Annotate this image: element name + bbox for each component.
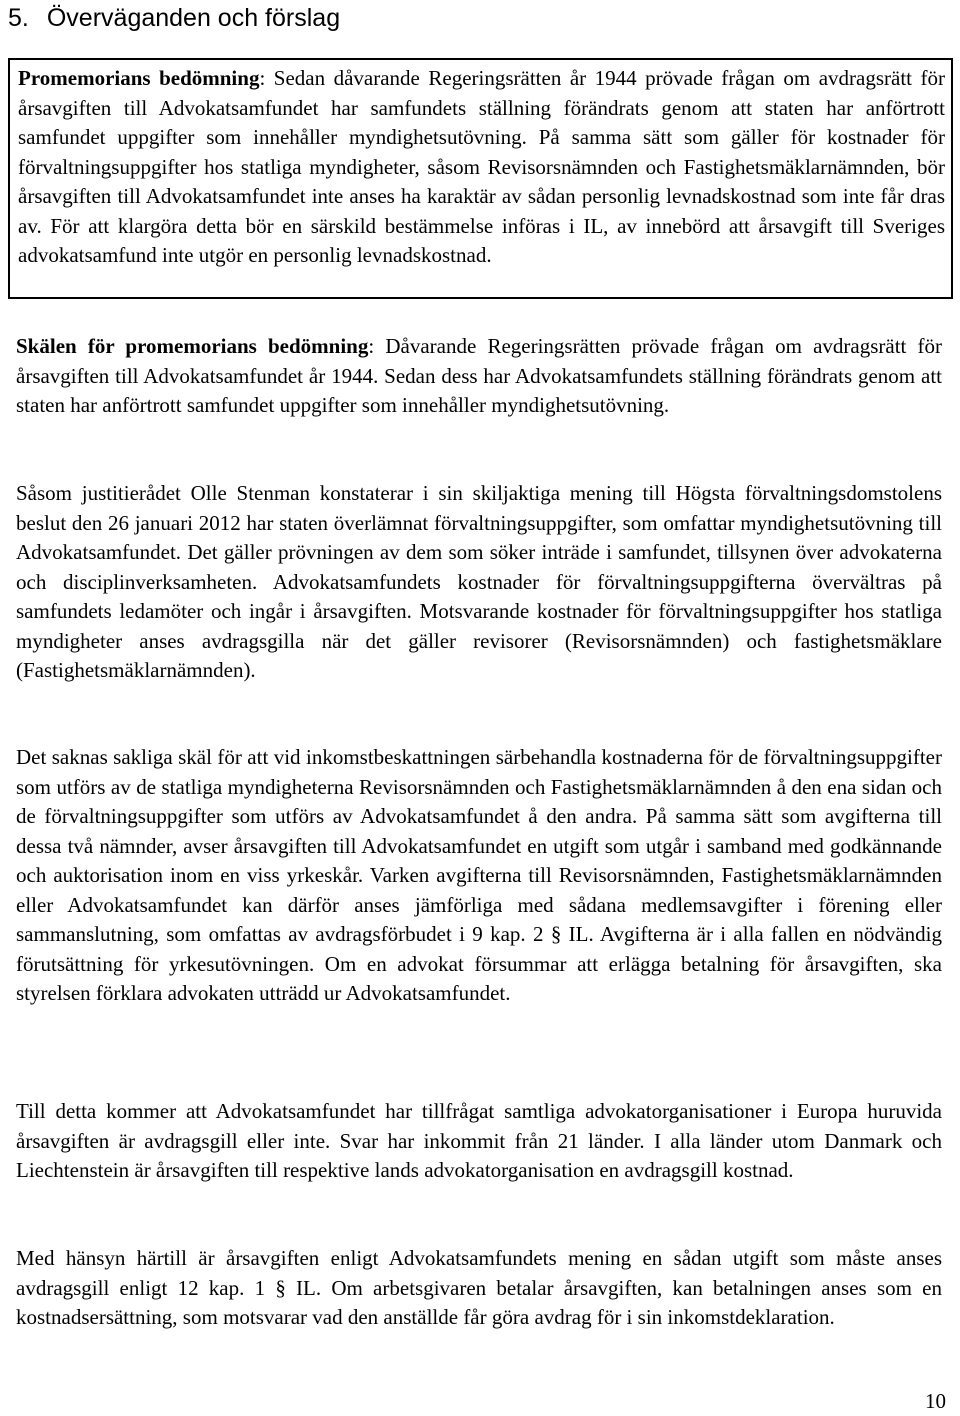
section-title: Överväganden och förslag (46, 4, 341, 32)
reasons-paragraph (16, 332, 942, 421)
section-number: 5. (8, 4, 29, 32)
reasons-body: : Dåvarande Regeringsrätten prövade frågan om avdragsrätt för årsavgiften till Advokatsamfundet år 1944. Sedan dess har Advokatsamfundets ställning förändrats genom att staten har anförtrott samfundet uppgifter som innehåller myndighetsutövning. (16, 334, 942, 417)
section-heading (8, 2, 340, 34)
promemoria-assessment-body: : Sedan dåvarande Regeringsrätten år 1944 prövade frågan om avdragsrätt för årsavgiften till Advokatsamfundet har samfundets ställning förändrats genom att staten har anförtrott samfundet uppgifter som innehåller myndighetsutövning. På samma sätt som gäller för kostnader för förvaltningsuppgifter hos statliga myndigheter, såsom Revisorsnämnden och Fastighetsmäklarnämnden, bör årsavgiften till Advokatsamfundet inte anses ha karaktär av sådan personlig levnadskostnad som inte får dras av. För att klargöra detta bör en särskild bestämmelse införas i IL, av innebörd att årsavgift till Sveriges advokatsamfund inte utgör en personlig levnadskostnad. (18, 66, 945, 267)
body-paragraph-3: Till detta kommer att Advokatsamfundet har tillfrågat samtliga advokatorganisationer i Europa huruvida årsavgiften är avdragsgill eller inte. Svar har inkommit från 21 länder. I alla länder utom Danmark och Liechtenstein är årsavgiften till respektive lands advokatorganisation en avdragsgill kostnad. (16, 1099, 942, 1182)
promemoria-assessment-box (8, 58, 953, 299)
promemoria-assessment-text (18, 64, 945, 271)
body-paragraph-2: Det saknas sakliga skäl för att vid inkomstbeskattningen särbehandla kostnaderna för de förvaltningsuppgifter som utförs av de statliga myndigheterna Revisorsnämnden och Fastighetsmäklarnämnden å den ena sidan och de förvaltningsuppgifter som utförs av Advokatsamfundet å den andra. På samma sätt som avgifterna till dessa två nämnder, avser årsavgiften till Advokatsamfundet en utgift som utgår i samband med godkännande och auktorisation inom en viss yrkeskår. Varken avgifterna till Revisorsnämnden, Fastighetsmäklarnämnden eller Advokatsamfundet kan därför anses jämförliga med sådana medlemsavgifter i förening eller sammanslutning, som omfattas av avdragsförbudet i 9 kap. 2 § IL. Avgifterna är i alla fallen en nödvändig förutsättning för yrkesutövningen. Om en advokat försummar att erlägga betalning för årsavgiften, ska styrelsen förklara advokaten utträdd ur Advokatsamfundet. (16, 745, 942, 1005)
page-number: 10 (925, 1389, 946, 1413)
body-paragraph-4: Med hänsyn härtill är årsavgiften enligt Advokatsamfundets mening en sådan utgift som måste anses avdragsgill enligt 12 kap. 1 § IL. Om arbetsgivaren betalar årsavgiften, kan betalningen anses som en kostnadsersättning, som motsvarar vad den anställde får göra avdrag för i sin inkomstdeklaration. (16, 1246, 942, 1329)
promemoria-assessment-lead: Promemorians bedömning (18, 66, 260, 90)
body-paragraph-1: Såsom justitierådet Olle Stenman konstaterar i sin skiljaktiga mening till Högsta förvaltningsdomstolens beslut den 26 januari 2012 har staten överlämnat förvaltningsuppgifter, som omfattar myndighetsutövning till Advokatsamfundet. Det gäller prövningen av dem som söker inträde i samfundet, tillsynen över advokaterna och disciplinverksamheten. Advokatsamfundets kostnader för förvaltningsuppgifterna övervältras på samfundets ledamöter och ingår i årsavgiften. Motsvarande kostnader för förvaltningsuppgifter hos statliga myndigheter anses avdragsgilla när det gäller revisorer (Revisorsnämnden) och fastighetsmäklare (Fastighetsmäklarnämnden). (16, 481, 942, 682)
reasons-lead: Skälen för promemorians bedömning (16, 334, 369, 358)
